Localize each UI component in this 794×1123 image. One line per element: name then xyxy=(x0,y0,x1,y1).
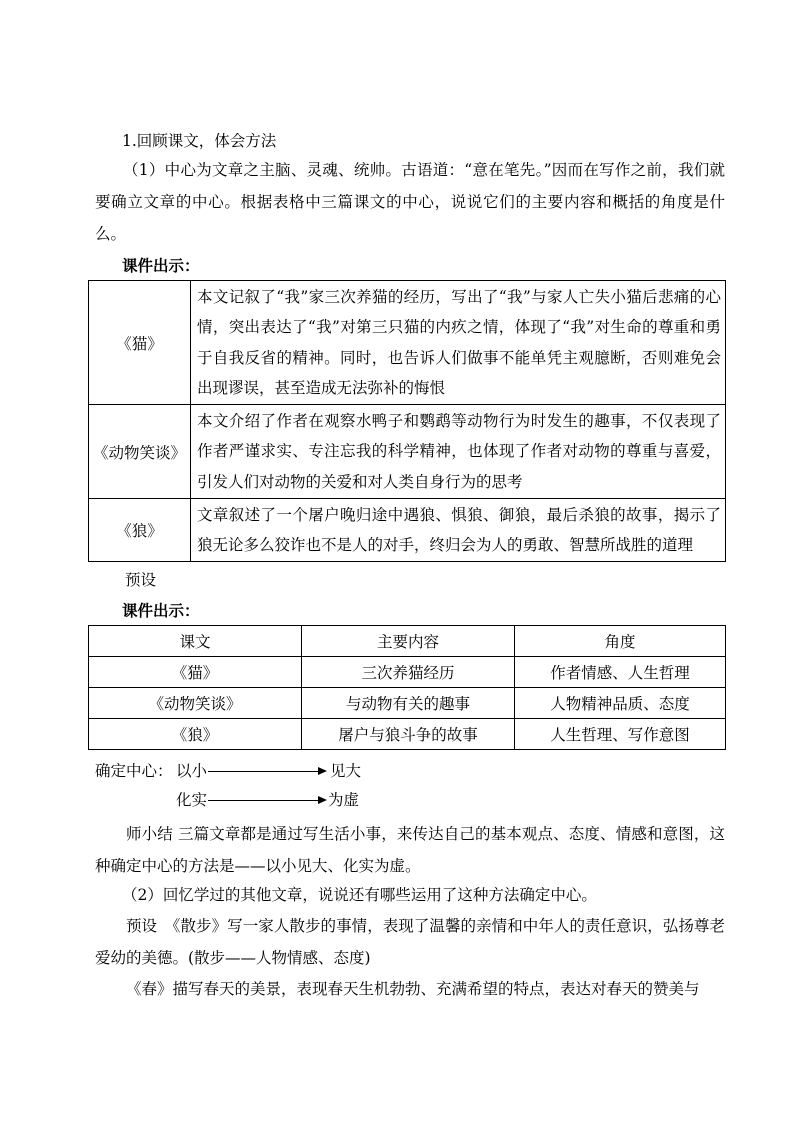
center-to-2: 为虚 xyxy=(328,791,360,809)
courseware-label-1: 课件出示： xyxy=(122,256,200,275)
summary-text-cell: 文章叙述了一个屠户晚归途中遇狼、惧狼、御狼，最后杀狼的故事，揭示了狼无论多么狡诈也不是人的对手，终归会为人的勇敢、智慧所战胜的道理 xyxy=(191,499,726,562)
arrow-line xyxy=(208,771,318,772)
courseware-label-2: 课件出示： xyxy=(122,601,200,620)
arrow-line xyxy=(208,800,318,801)
table-row xyxy=(89,657,726,688)
header-cell: 主要内容 xyxy=(302,626,515,657)
table-cell: 屠户与狼斗争的故事 xyxy=(302,719,515,750)
table-cell: 与动物有关的趣事 xyxy=(302,688,515,719)
table-cell: 人生哲理、写作意图 xyxy=(515,719,726,750)
teacher-summary: 师小结 三篇文章都是通过写生活小事，来传达自己的基本观点、态度、情感和意图，这种确定中心的方法是——以小见大、化实为虚。 xyxy=(95,825,725,875)
center-to-1: 见大 xyxy=(330,762,362,780)
section-heading: 1.回顾课文，体会方法 xyxy=(122,132,277,150)
table-row xyxy=(89,719,726,750)
header-cell: 角度 xyxy=(515,626,726,657)
header-cell: 课文 xyxy=(89,626,302,657)
summary-text-cell: 本文介绍了作者在观察水鸭子和鹦鹉等动物行为时发生的趣事，不仅表现了作者严谨求实、专注忘我的科学精神，也体现了作者对动物的尊重与喜爱，引发人们对动物的关爱和对人类自身行为的思考 xyxy=(191,405,726,499)
table-cell: 《狼》 xyxy=(89,719,302,750)
table-cell: 《动物笑谈》 xyxy=(89,688,302,719)
table-header-row xyxy=(89,626,726,657)
center-from-1: 以小 xyxy=(176,762,208,780)
table-row xyxy=(89,499,726,562)
summary-text-cell: 本文记叙了“我”家三次养猫的经历，写出了“我”与家人亡失小猫后悲痛的心情，突出表达了“我”对第三只猫的内疚之情，体现了“我”对生命的尊重和勇于自我反省的精神。同时，也告诉人们做事不能单凭主观臆断，否则难免会出现谬误，甚至造成无法弥补的悔恨 xyxy=(191,281,726,405)
paragraph-spring: 《春》描写春天的美景，表现春天生机勃勃、充满希望的特点，表达对春天的赞美与 xyxy=(126,980,700,998)
center-from-2: 化实 xyxy=(176,791,208,809)
preset-label: 预设 xyxy=(125,571,157,589)
table-cell: 作者情感、人生哲理 xyxy=(515,657,726,688)
summary-title-cell: 《动物笑谈》 xyxy=(89,405,191,499)
table-row xyxy=(89,688,726,719)
table-cell: 三次养猫经历 xyxy=(302,657,515,688)
center-label: 确定中心： xyxy=(95,762,173,780)
paragraph-recall: （2）回忆学过的其他文章，说说还有哪些运用了这种方法确定中心。 xyxy=(122,886,597,904)
arrow-right-icon xyxy=(318,767,327,775)
summary-title-cell: 《狼》 xyxy=(89,499,191,562)
paragraph-center-intro: （1）中心为文章之主脑、灵魂、统帅。古语道：“意在笔先。”因而在写作之前，我们就要确立文章的中心。根据表格中三篇课文的中心，说说它们的主要内容和概括的角度是什么。 xyxy=(95,161,725,243)
summary-table xyxy=(88,280,726,562)
arrow-right-icon xyxy=(318,796,327,804)
angle-table xyxy=(88,625,726,750)
preset-walk: 预设 《散步》写一家人散步的事情，表现了温馨的亲情和中年人的责任意识，弘扬尊老爱幼的美德。(散步——人物情感、态度) xyxy=(95,917,725,967)
summary-title-cell: 《猫》 xyxy=(89,281,191,405)
table-cell: 《猫》 xyxy=(89,657,302,688)
table-cell: 人物精神品质、态度 xyxy=(515,688,726,719)
table-row xyxy=(89,281,726,405)
table-row xyxy=(89,405,726,499)
